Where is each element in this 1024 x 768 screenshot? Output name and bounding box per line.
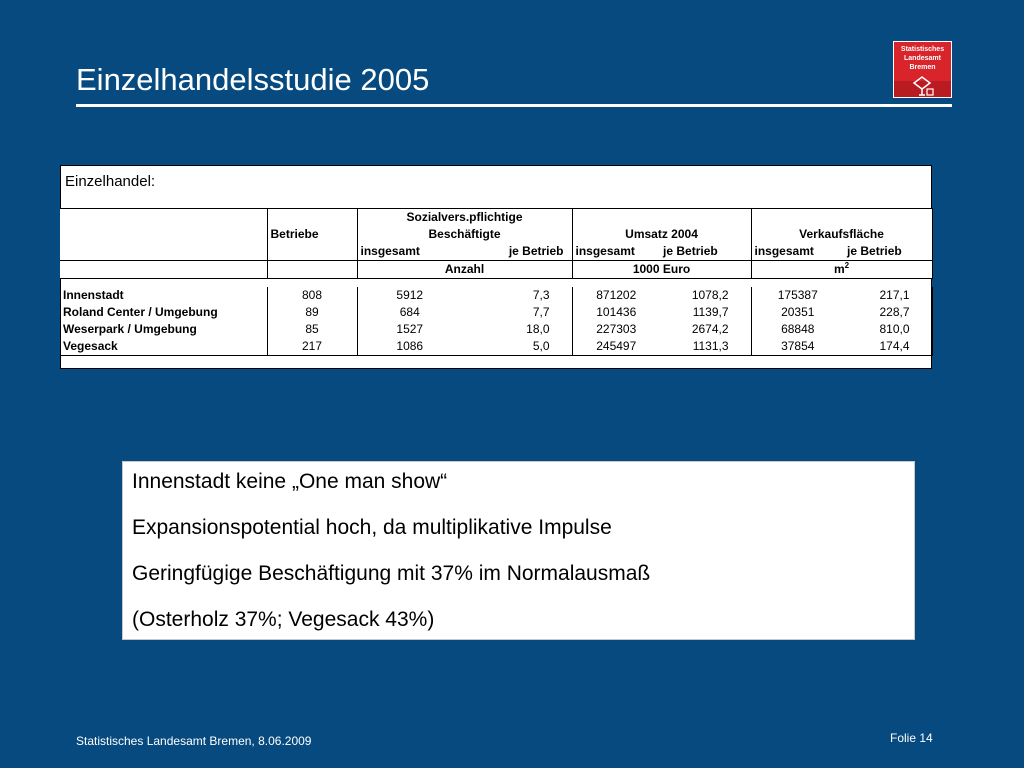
retail-table-panel (60, 165, 932, 369)
cell-umsatz-je: 1078,2 (691, 288, 729, 302)
slide-number: Folie 14 (890, 731, 933, 745)
header-je-betrieb: je Betrieb (660, 243, 751, 261)
bullet-box (122, 461, 915, 640)
cell-umsatz-je: 1139,7 (692, 305, 729, 319)
header-flaeche: Verkaufsfläche (751, 226, 932, 243)
logo-line-1: Statistisches (900, 46, 945, 53)
cell-betriebe: 808 (267, 287, 357, 304)
header-sozial-2: Beschäftigte (357, 226, 572, 243)
table-row (60, 287, 932, 304)
logo-line-2: Landesamt (904, 55, 941, 62)
cell-umsatz-ges: 227303 (572, 321, 660, 338)
cell-fl-ges: 20351 (751, 304, 844, 321)
table-body (60, 287, 932, 356)
bullet-3: Geringfügige Beschäftigung mit 37% im Normalausmaß (132, 562, 651, 585)
cell-umsatz-je: 2674,2 (691, 322, 729, 336)
cell-betriebe: 85 (267, 321, 357, 338)
cell-besch-ges: 1527 (357, 321, 462, 338)
unit-area (751, 261, 932, 279)
cell-fl-ges: 68848 (751, 321, 844, 338)
cell-fl-ges: 175387 (751, 287, 844, 304)
cell-besch-ges: 684 (357, 304, 462, 321)
cell-fl-je: 228,7 (844, 304, 932, 321)
header-je-betrieb: je Betrieb (844, 243, 932, 261)
cell-umsatz-ges: 101436 (572, 304, 660, 321)
bullet-2: Expansionspotential hoch, da multiplikative Impulse (132, 516, 612, 539)
logo-line-3: Bremen (909, 64, 936, 71)
header-sozial-1: Sozialvers.pflichtige (357, 209, 572, 227)
cell-fl-je: 174,4 (844, 338, 932, 356)
table-row (60, 304, 932, 321)
cell-fl-je: 217,1 (844, 287, 932, 304)
statistics-office-logo (893, 41, 952, 98)
header-je-betrieb: je Betrieb (462, 243, 572, 261)
header-insgesamt: insgesamt (572, 243, 660, 261)
cell-name: Innenstadt (63, 288, 124, 302)
cell-besch-je: 18,0 (526, 322, 550, 336)
cell-umsatz-ges: 871202 (572, 287, 660, 304)
table-row (60, 321, 932, 338)
unit-euro: 1000 Euro (572, 261, 751, 279)
footer-text: Statistisches Landesamt Bremen, 8.06.2009 (76, 734, 312, 748)
table-row (60, 338, 932, 356)
cell-besch-ges: 5912 (357, 287, 462, 304)
cell-fl-ges: 37854 (751, 338, 844, 356)
cell-fl-je: 810,0 (844, 321, 932, 338)
cell-name: Vegesack (60, 338, 267, 356)
unit-anzahl: Anzahl (357, 261, 572, 279)
cell-umsatz-je: 1131,3 (660, 338, 751, 356)
retail-data-table (60, 208, 933, 356)
cell-betriebe: 217 (267, 338, 357, 356)
title-underline (76, 104, 952, 107)
cell-name: Weserpark / Umgebung (63, 322, 197, 336)
header-insgesamt: insgesamt (751, 243, 844, 261)
header-corner (60, 209, 267, 227)
cell-betriebe: 89 (267, 304, 357, 321)
header-betriebe: Betriebe (267, 226, 357, 243)
key-emblem-icon (894, 75, 951, 97)
header-umsatz: Umsatz 2004 (572, 226, 751, 243)
bullet-4: (Osterholz 37%; Vegesack 43%) (132, 608, 435, 631)
unit-m: m (833, 262, 845, 276)
unit-m-sup: 2 (844, 261, 850, 270)
header-insgesamt: insgesamt (357, 243, 462, 261)
cell-name: Roland Center / Umgebung (63, 305, 218, 319)
table-caption: Einzelhandel: (65, 173, 156, 190)
cell-besch-ges: 1086 (357, 338, 462, 356)
cell-umsatz-ges: 245497 (572, 338, 660, 356)
cell-besch-je: 7,7 (532, 305, 550, 319)
bullet-1: Innenstadt keine „One man show“ (132, 470, 448, 493)
cell-besch-je: 7,3 (532, 288, 550, 302)
cell-besch-je: 5,0 (462, 338, 572, 356)
slide-title: Einzelhandelsstudie 2005 (76, 62, 430, 97)
